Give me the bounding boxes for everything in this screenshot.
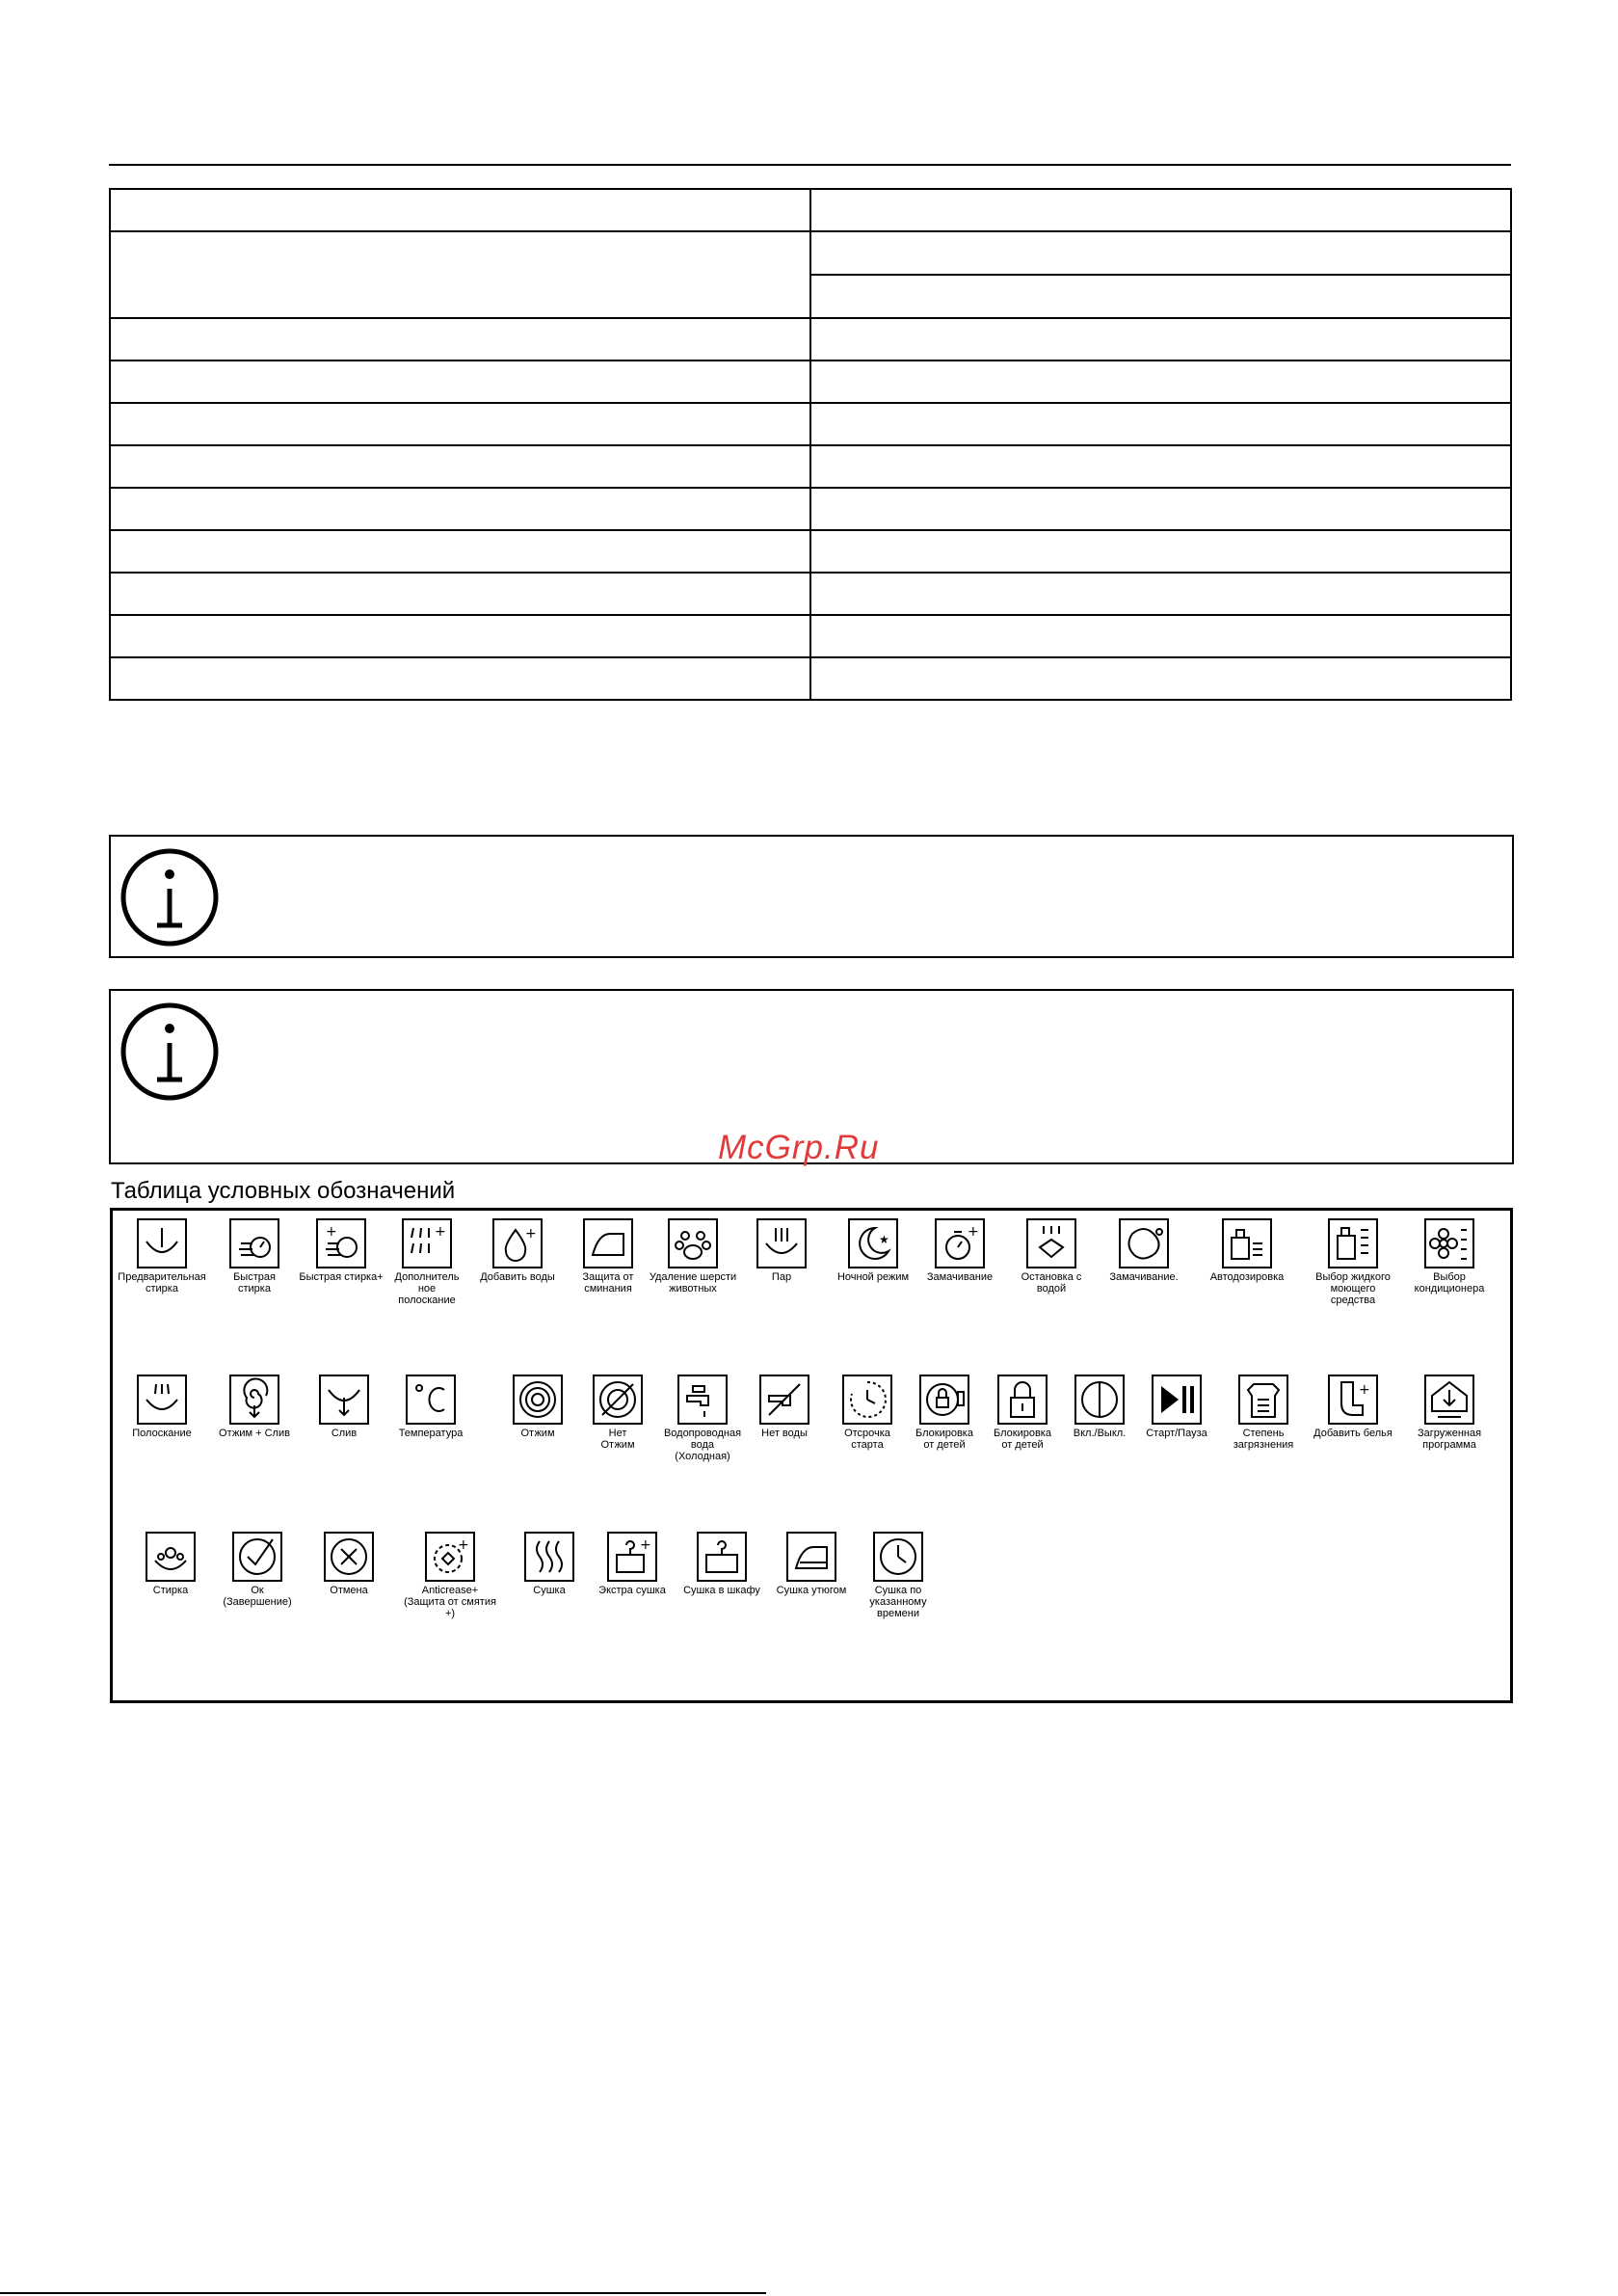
- legend-item-label: Замачивание.: [1109, 1271, 1179, 1283]
- quick-wash-plus-icon: [316, 1218, 366, 1268]
- extra-rinse-icon: [402, 1218, 452, 1268]
- wash-icon: [146, 1532, 196, 1582]
- legend-item-label: Пар: [771, 1271, 792, 1283]
- legend-item-label: Нет воды: [761, 1428, 808, 1439]
- legend-item-label: Степень загрязнения: [1233, 1428, 1294, 1451]
- cold-water-tap-icon: [677, 1375, 728, 1425]
- table-row: [110, 318, 1511, 360]
- prewash-icon: [137, 1218, 187, 1268]
- legend-item-label: Предварительная стирка: [118, 1271, 206, 1295]
- legend-item-label: Отмена: [330, 1585, 368, 1596]
- iron-dry-icon: [786, 1532, 836, 1582]
- table-cell: [810, 360, 1511, 403]
- drain-icon: [319, 1375, 369, 1425]
- table-row: [110, 231, 1511, 275]
- legend-item-label: Ночной режим: [836, 1271, 910, 1283]
- softener-icon: [1424, 1218, 1474, 1268]
- legend-item: [1301, 1375, 1405, 1439]
- table-cell: [810, 318, 1511, 360]
- soak-timer-icon: [935, 1218, 985, 1268]
- info-note-box: [109, 835, 1514, 958]
- extra-dry-icon: [607, 1532, 657, 1582]
- legend-item-label: Anticrease+ (Защита от смятия +): [404, 1585, 496, 1619]
- legend-item: [375, 1218, 479, 1306]
- legend-item: [202, 1375, 306, 1439]
- soil-level-icon: [1238, 1375, 1288, 1425]
- ok-icon: [232, 1532, 282, 1582]
- legend-item-label: Ок (Завершение): [223, 1585, 292, 1608]
- legend-item: [908, 1218, 1012, 1283]
- legend-item-label: Вкл./Выкл.: [1073, 1428, 1127, 1439]
- svg-text:+: +: [968, 1224, 979, 1240]
- table-cell: [810, 573, 1511, 615]
- legend-item-label: Защита от сминания: [582, 1271, 634, 1295]
- pet-hair-icon: [668, 1218, 718, 1268]
- table-row: [110, 530, 1511, 573]
- legend-item-label: Сушка по указанному времени: [869, 1585, 927, 1619]
- legend-item: [1211, 1375, 1315, 1451]
- top-rule: [109, 164, 1511, 166]
- legend-item-label: Отжим: [520, 1428, 555, 1439]
- legend-item-label: Загруженная программа: [1417, 1428, 1482, 1451]
- table-cell: [110, 530, 810, 573]
- legend-item-label: Старт/Пауза: [1146, 1428, 1207, 1439]
- legend-item-label: Экстра сушка: [598, 1585, 666, 1596]
- rinse-hold-icon: [1026, 1218, 1076, 1268]
- table-row: [110, 488, 1511, 530]
- legend-item-label: Дополнитель ное полоскание: [394, 1271, 460, 1306]
- no-spin-icon: [593, 1375, 643, 1425]
- info-icon: [119, 1001, 221, 1103]
- table-cell: [110, 488, 810, 530]
- legend-item: [465, 1218, 570, 1283]
- legend-item: [1397, 1218, 1501, 1295]
- legend-title: Таблица условных обозначений: [111, 1178, 456, 1204]
- legend-item: [670, 1532, 774, 1596]
- table-row: [110, 615, 1511, 657]
- legend-item-label: Быстрая стирка+: [299, 1271, 384, 1283]
- svg-text:+: +: [435, 1224, 446, 1240]
- power-icon: [1074, 1375, 1125, 1425]
- rinse-icon: [137, 1375, 187, 1425]
- anti-crease-iron-icon: [583, 1218, 633, 1268]
- spec-table: [109, 188, 1512, 701]
- delay-start-icon: [842, 1375, 892, 1425]
- dry-icon: [524, 1532, 574, 1582]
- table-row: [110, 445, 1511, 488]
- child-lock-screen-icon: [919, 1375, 969, 1425]
- table-cell: [810, 275, 1511, 318]
- table-cell: [110, 615, 810, 657]
- table-cell: [810, 530, 1511, 573]
- add-water-icon: [492, 1218, 543, 1268]
- info-icon: [119, 846, 221, 948]
- legend-item-label: Быстрая стирка: [233, 1271, 276, 1295]
- legend-item-label: Нет Отжим: [600, 1428, 635, 1451]
- quick-wash-icon: [229, 1218, 279, 1268]
- table-cell: [110, 445, 810, 488]
- anticrease-plus-icon: [425, 1532, 475, 1582]
- download-program-icon: [1424, 1375, 1474, 1425]
- table-cell: [810, 189, 1511, 231]
- legend-item-label: Отсрочка старта: [844, 1428, 890, 1451]
- legend-item: [297, 1532, 401, 1596]
- auto-dose-icon: [1222, 1218, 1272, 1268]
- table-row: [110, 189, 1511, 231]
- legend-item: [1195, 1218, 1299, 1283]
- svg-text:+: +: [640, 1537, 651, 1553]
- table-cell: [810, 615, 1511, 657]
- legend-item-label: Блокировка от детей: [994, 1428, 1051, 1451]
- night-mode-icon: [848, 1218, 898, 1268]
- table-row: [110, 657, 1511, 700]
- legend-item-label: Температура: [398, 1428, 464, 1439]
- legend-item-label: Блокировка от детей: [915, 1428, 973, 1451]
- legend-item: [110, 1375, 214, 1439]
- legend-item: [729, 1218, 834, 1283]
- svg-text:+: +: [1359, 1382, 1370, 1398]
- child-lock-icon: [997, 1375, 1048, 1425]
- cancel-icon: [324, 1532, 374, 1582]
- legend-item-label: Сушка: [533, 1585, 566, 1596]
- no-water-icon: [759, 1375, 809, 1425]
- table-cell: [110, 231, 810, 318]
- table-cell: [110, 403, 810, 445]
- legend-item-label: Добавить белья: [1313, 1428, 1393, 1439]
- legend-item-label: Сушка утюгом: [776, 1585, 847, 1596]
- legend-item: [999, 1218, 1103, 1295]
- table-cell: [810, 231, 1511, 275]
- steam-icon: [756, 1218, 807, 1268]
- legend-item: [846, 1532, 950, 1619]
- svg-text:★: ★: [879, 1233, 889, 1246]
- table-row: [110, 403, 1511, 445]
- cupboard-dry-icon: [697, 1532, 747, 1582]
- table-cell: [110, 657, 810, 700]
- legend-item: [1397, 1375, 1501, 1451]
- svg-text:+: +: [458, 1537, 469, 1553]
- legend-item: [1301, 1218, 1405, 1306]
- legend-item: [1092, 1218, 1196, 1283]
- footer-rule: [0, 2292, 766, 2294]
- table-cell: [110, 360, 810, 403]
- table-cell: [110, 189, 810, 231]
- legend-item-label: Сушка в шкафу: [683, 1585, 760, 1596]
- spin-icon: [513, 1375, 563, 1425]
- watermark: McGrp.Ru: [718, 1129, 880, 1166]
- legend-item-label: Выбор жидкого моющего средства: [1315, 1271, 1391, 1306]
- table-cell: [810, 445, 1511, 488]
- table-cell: [110, 318, 810, 360]
- legend-item-label: Добавить воды: [480, 1271, 555, 1283]
- legend-item: [398, 1532, 502, 1619]
- legend-item-label: Полоскание: [132, 1428, 192, 1439]
- legend-item: [110, 1218, 214, 1295]
- soak-stain-icon: [1119, 1218, 1169, 1268]
- table-row: [110, 573, 1511, 615]
- spin-drain-icon: [229, 1375, 279, 1425]
- table-cell: [810, 657, 1511, 700]
- table-cell: [810, 403, 1511, 445]
- add-laundry-icon: [1328, 1375, 1378, 1425]
- legend-item-label: Автодозировка: [1209, 1271, 1285, 1283]
- temperature-icon: [406, 1375, 456, 1425]
- legend-item-label: Замачивание: [926, 1271, 994, 1283]
- table-row: [110, 360, 1511, 403]
- timed-dry-icon: [873, 1532, 923, 1582]
- start-pause-icon: [1152, 1375, 1202, 1425]
- legend-item: [379, 1375, 483, 1439]
- legend-item: [205, 1532, 309, 1608]
- svg-text:+: +: [525, 1226, 537, 1241]
- svg-text:+: +: [326, 1224, 337, 1240]
- legend-item: [580, 1532, 684, 1596]
- legend-item-label: Выбор кондиционера: [1414, 1271, 1485, 1295]
- legend-item-label: Удаление шерсти животных: [649, 1271, 737, 1295]
- legend-item-label: Остановка с водой: [1021, 1271, 1082, 1295]
- legend-item-label: Отжим + Слив: [219, 1428, 290, 1439]
- legend-item-label: Водопроводная вода (Холодная): [663, 1428, 742, 1462]
- liquid-detergent-icon: [1328, 1218, 1378, 1268]
- table-cell: [810, 488, 1511, 530]
- legend-item-label: Стирка: [152, 1585, 189, 1596]
- table-cell: [110, 573, 810, 615]
- legend-item-label: Слив: [331, 1428, 358, 1439]
